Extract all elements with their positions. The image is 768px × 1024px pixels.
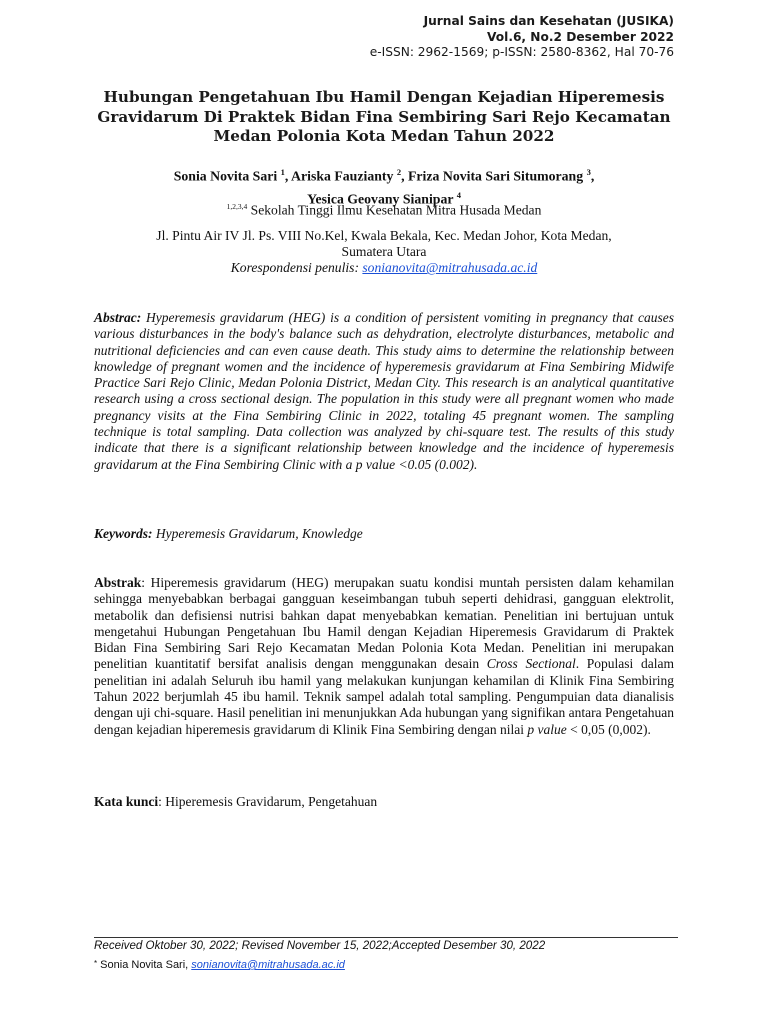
- address-line: Jl. Pintu Air IV Jl. Ps. VIII No.Kel, Kwala Bekala, Kec. Medan Johor, Kota Medan,: [156, 228, 612, 243]
- received-dates: Received Oktober 30, 2022; Revised November 15, 2022;Accepted Desember 30, 2022: [94, 939, 546, 952]
- footnote-author: Sonia Novita Sari,: [97, 959, 192, 971]
- keywords-indonesian-text: : Hiperemesis Gravidarum, Pengetahuan: [158, 794, 378, 809]
- correspondence-label: Korespondensi penulis:: [230, 260, 359, 276]
- abstract-indonesian-text: < 0,05 (0,002).: [566, 721, 651, 737]
- author-sup: 1: [280, 167, 285, 177]
- journal-issn: e-ISSN: 2962-1569; p-ISSN: 2580-8362, Hal 70-76: [369, 45, 674, 59]
- correspondence: [110, 260, 658, 276]
- footnote-marker: *: [94, 959, 98, 968]
- abstract-english: [94, 310, 674, 473]
- keywords-indonesian: [94, 794, 674, 810]
- author-sup: 4: [456, 189, 461, 200]
- author-name: Friza Novita Sari Situmorang: [408, 168, 584, 184]
- abstract-indonesian-text: . Populasi dalam penelitian ini adalah Seluruh ibu hamil yang melakukan kunjungan kehamilan di Klinik Fina Sembiring Tahun 2022 berjumlah 45 ibu hamil. Teknik sampel adalah total sampling. Pengumpuian data dianalisis dengan uji chi-square. Hasil penelitian ini menunjukkan Ada hubungan yang signifikan antara Pengetahuan dengan kejadian hiperemesis gravidarum di Klinik Fina Sembiring dengan nilai: [94, 656, 674, 737]
- abstract-indonesian-italic: p value: [527, 721, 567, 737]
- abstract-indonesian-italic: Cross Sectional: [486, 656, 576, 672]
- keywords-english-label: Keywords:: [94, 526, 153, 541]
- journal-name: Jurnal Sains dan Kesehatan (JUSIKA): [423, 14, 674, 28]
- journal-header: [370, 14, 674, 61]
- abstract-english-text: Hyperemesis gravidarum (HEG) is a condition of persistent vomiting in pregnancy that causes various disturbances in the body's balance such as dehydration, electrolyte disturbances, metabolic and nutritional deficiencies and can even cause death. This study aims to determine the relationship between knowledge of pregnant women and the incidence of hyperemesis gravidarum at Fina Sembiring Midwife Practice Sari Rejo Clinic, Medan Polonia District, Medan City. This research is an analytical quantitative research using a cross sectional design. The population in this study were all pregnant women who made pregnancy visits at the Fina Sembiring Clinic in 2022, totaling 45 pregnant women. The sampling technique is total sampling. Data collection was analyzed by chi-square test. The results of this study indicate that there is a significant relationship between knowledge and the incidence of hyperemesis gravidarum at the Fina Sembiring Clinic with a p value <0.05 (0.002).: [94, 310, 674, 472]
- affiliation: [94, 198, 674, 220]
- journal-volume: Vol.6, No.2 Desember 2022: [487, 29, 674, 44]
- keywords-english: [94, 526, 674, 542]
- address-line: Sumatera Utara: [341, 244, 427, 260]
- author-sup: 3: [586, 167, 591, 177]
- title-line: Hubungan Pengetahuan Ibu Hamil Dengan Kejadian Hiperemesis: [103, 88, 665, 106]
- address-block: [110, 228, 658, 277]
- abstract-indonesian-label: Abstrak: [94, 575, 142, 590]
- affiliation-text: Sekolah Tinggi Ilmu Kesehatan Mitra Husada Medan: [250, 202, 542, 218]
- abstract-english-label: Abstrac:: [94, 310, 142, 325]
- paper-title: [94, 88, 674, 147]
- author-list: Sonia Novita Sari $^1$, Ariska Fauzianty $^2$, Friza Novita Sari Situmorang $^3$, Yesica Geovany Sianipar $^4$: [173, 167, 595, 207]
- abstract-indonesian: [94, 575, 674, 738]
- footnote-email-link[interactable]: sonianovita@mitrahusada.ac.id: [191, 959, 345, 971]
- affiliation-sup: 1,2,3,4: [226, 202, 248, 211]
- correspondence-email-link[interactable]: sonianovita@mitrahusada.ac.id: [362, 260, 538, 276]
- author-name: Sonia Novita Sari: [173, 168, 278, 184]
- author-sup: 2: [396, 167, 402, 177]
- title-line: Medan Polonia Kota Medan Tahun 2022: [213, 127, 555, 145]
- title-line: Gravidarum Di Praktek Bidan Fina Sembiring Sari Rejo Kecamatan: [97, 107, 671, 126]
- keywords-english-text: Hyperemesis Gravidarum, Knowledge: [155, 526, 363, 541]
- author-name: Ariska Fauzianty: [291, 168, 394, 184]
- author-footnote: [94, 956, 345, 973]
- abstract-indonesian-text: : Hiperemesis gravidarum (HEG) merupakan suatu kondisi muntah persisten dalam kehamilan sehingga menyebabkan berbagai gangguan keseimbangan tubuh seperti dehidrasi, gangguan elektrolit, metabolik dan defisiensi nutrisi bahkan dapat menyebabkan kematian. Penelitian ini bertujuan untuk mengetahui Hubungan Pengetahuan Ibu Hamil dengan Kejadian Hiperemesis Gravidarum di Praktek Bidan Fina Sembiring Sari Rejo Kecamatan Medan Polonia Kota Medan. Penelitian ini merupakan penelitian kuantitatif bersifat analisis dengan menggunakan desain: [94, 575, 674, 672]
- keywords-indonesian-label: Kata kunci: [94, 794, 159, 809]
- author-name: Yesica Geovany Sianipar: [307, 191, 454, 207]
